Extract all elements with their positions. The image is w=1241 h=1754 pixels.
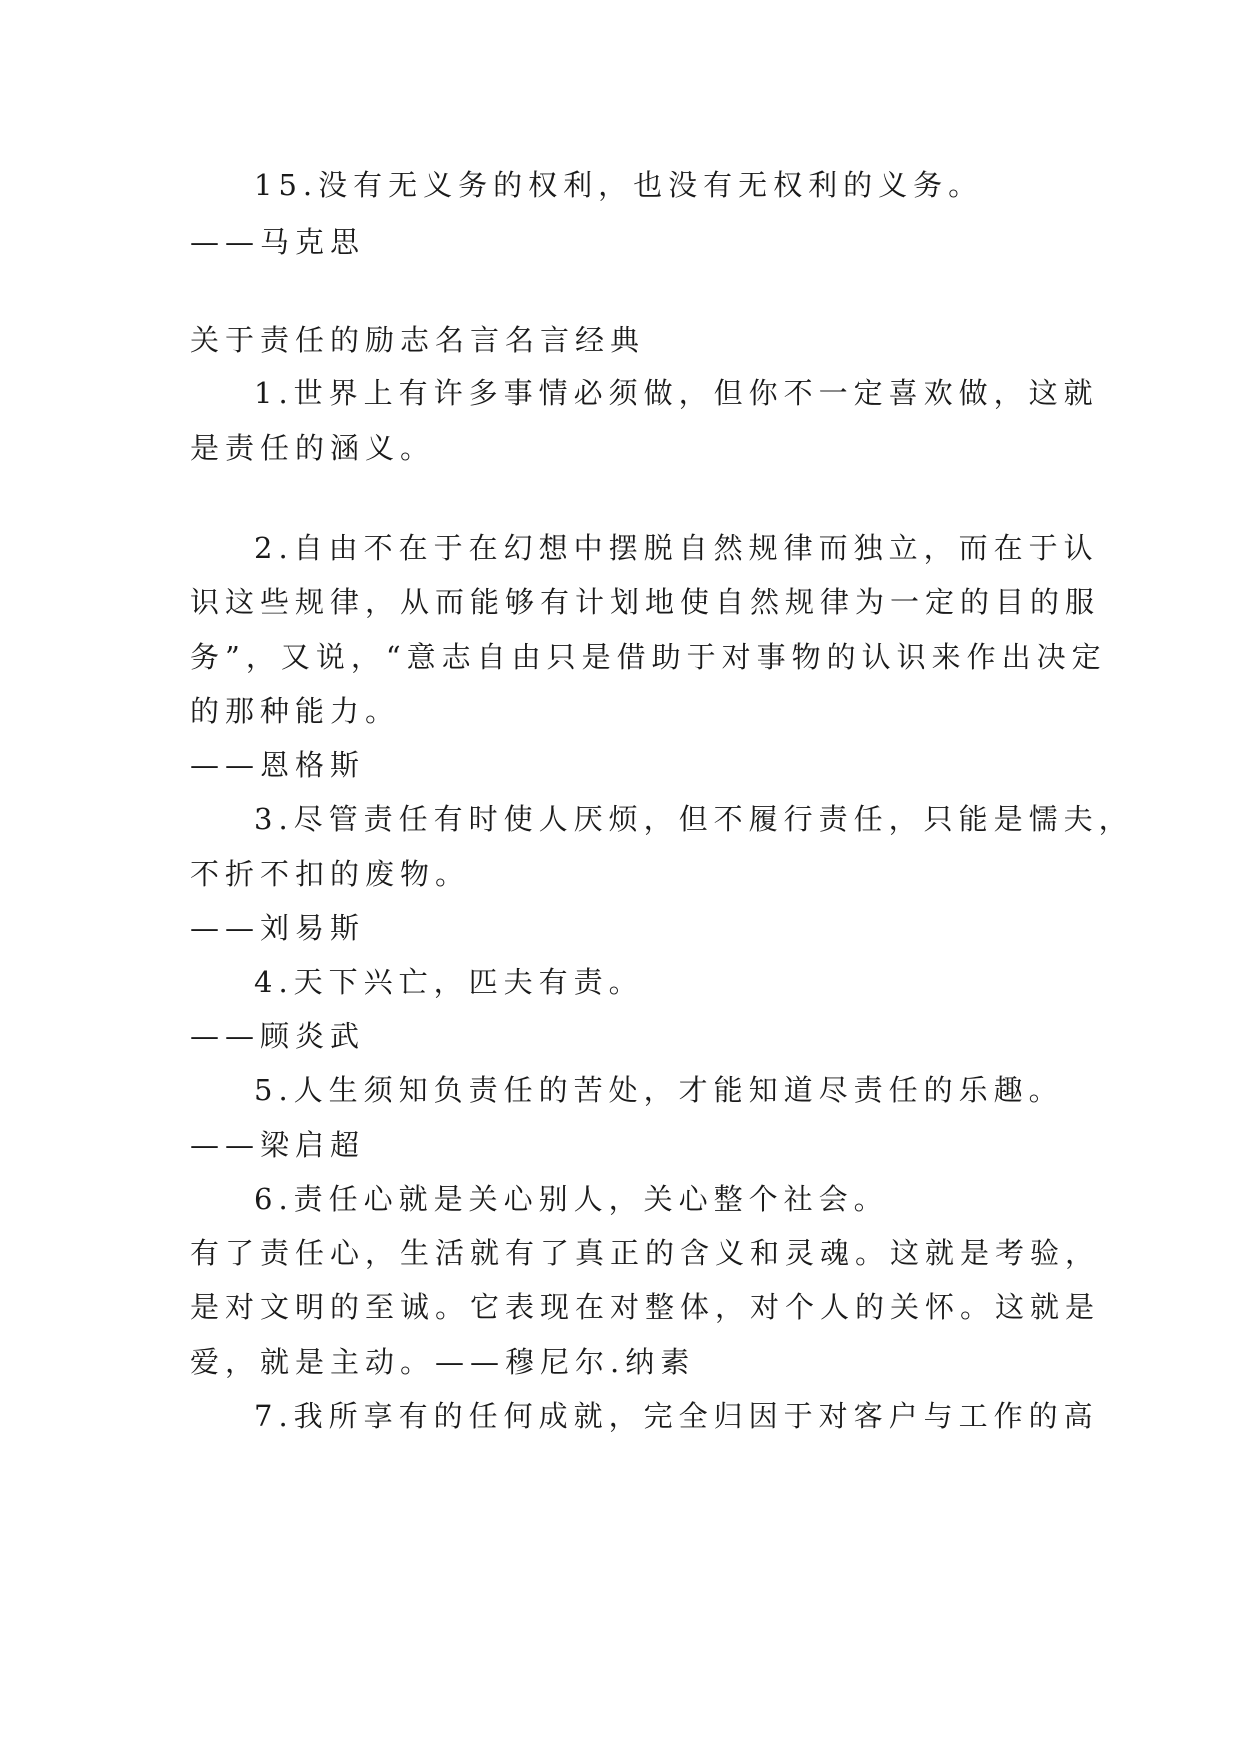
quote-2-line-3: 务”，又说，“意志自由只是借助于对事物的认识来作出决定	[190, 640, 1107, 674]
section-heading: 关于责任的励志名言名言经典	[190, 323, 646, 357]
quote-6-line-2: 有了责任心，生活就有了真正的含义和灵魂。这就是考验，	[190, 1236, 1101, 1270]
quote-2-line-4: 的那种能力。	[190, 694, 401, 728]
quote-6-line-1: 6.责任心就是关心别人，关心整个社会。	[254, 1182, 889, 1216]
quote-6-line-4: 爱，就是主动。——穆尼尔.纳素	[190, 1345, 696, 1379]
author-line: ——梁启超	[190, 1128, 366, 1162]
quote-15: 15.没有无义务的权利，也没有无权利的义务。	[254, 168, 984, 202]
quote-3-line-2: 不折不扣的废物。	[190, 857, 471, 891]
quote-4: 4.天下兴亡，匹夫有责。	[254, 965, 644, 999]
author-line: ——恩格斯	[190, 748, 366, 782]
author-line: ——顾炎武	[190, 1019, 366, 1053]
quote-5: 5.人生须知负责任的苦处，才能知道尽责任的乐趣。	[254, 1073, 1064, 1107]
quote-3-line-1: 3.尽管责任有时使人厌烦，但不履行责任，只能是懦夫，	[254, 802, 1134, 836]
quote-1-line-2: 是责任的涵义。	[190, 431, 436, 465]
quote-6-line-3: 是对文明的至诚。它表现在对整体，对个人的关怀。这就是	[190, 1290, 1101, 1324]
quote-2-line-2: 识这些规律，从而能够有计划地使自然规律为一定的目的服	[190, 585, 1101, 619]
quote-1-line-1: 1.世界上有许多事情必须做，但你不一定喜欢做，这就	[254, 376, 1099, 410]
author-line: ——刘易斯	[190, 911, 366, 945]
quote-7-line-1: 7.我所享有的任何成就，完全归因于对客户与工作的高	[254, 1399, 1099, 1433]
quote-2-line-1: 2.自由不在于在幻想中摆脱自然规律而独立，而在于认	[254, 531, 1099, 565]
author-line: ——马克思	[190, 225, 366, 259]
